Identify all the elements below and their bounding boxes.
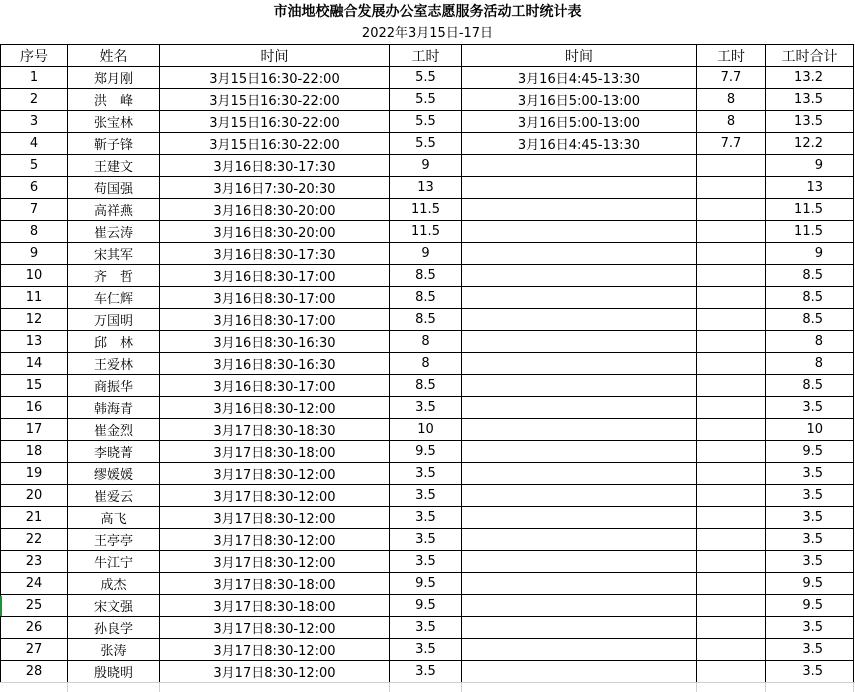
cell-total-hours[interactable]: 8.5 — [766, 375, 854, 397]
header-name[interactable]: 姓名 — [68, 45, 160, 67]
cell-hours-2[interactable] — [697, 397, 766, 419]
cell-index[interactable]: 4 — [1, 133, 68, 155]
cell-hours-2[interactable] — [697, 265, 766, 287]
cell-name[interactable]: 牛江宁 — [68, 551, 160, 573]
cell-index[interactable]: 8 — [1, 221, 68, 243]
cell-hours-1[interactable]: 9 — [390, 243, 462, 265]
cell-name[interactable]: 张涛 — [68, 639, 160, 661]
table-row — [1, 463, 854, 485]
cell-index[interactable]: 9 — [1, 243, 68, 265]
cell-hours-1[interactable]: 3.5 — [390, 551, 462, 573]
cell-hours-1[interactable]: 3.5 — [390, 639, 462, 661]
table-row — [1, 375, 854, 397]
cell-name[interactable]: 高祥燕 — [68, 199, 160, 221]
cell-time-1[interactable]: 3月16日8:30-17:00 — [160, 375, 390, 397]
cell-hours-1[interactable]: 8.5 — [390, 287, 462, 309]
cell-hours-2[interactable] — [697, 177, 766, 199]
cell-time-1[interactable]: 3月15日16:30-22:00 — [160, 133, 390, 155]
cell-name[interactable]: 王爱林 — [68, 353, 160, 375]
cell-hours-1[interactable]: 5.5 — [390, 133, 462, 155]
cell-index[interactable]: 26 — [1, 617, 68, 639]
table-row — [1, 661, 854, 683]
cell-time-1[interactable]: 3月17日8:30-12:00 — [160, 617, 390, 639]
cell-time-1[interactable]: 3月17日8:30-12:00 — [160, 507, 390, 529]
cell-time-2[interactable] — [462, 419, 697, 441]
cell-hours-2[interactable] — [697, 617, 766, 639]
cell-hours-1[interactable]: 3.5 — [390, 485, 462, 507]
cell-total-hours[interactable]: 3.5 — [766, 551, 854, 573]
cell-index[interactable]: 18 — [1, 441, 68, 463]
cell-time-2[interactable] — [462, 507, 697, 529]
cell-name[interactable]: 靳子锋 — [68, 133, 160, 155]
cell-total-hours[interactable]: 13.5 — [766, 111, 854, 133]
cell-hours-1[interactable]: 5.5 — [390, 67, 462, 89]
cell-name[interactable]: 万国明 — [68, 309, 160, 331]
cell-name[interactable]: 商振华 — [68, 375, 160, 397]
cell-hours-1[interactable]: 3.5 — [390, 617, 462, 639]
cell-time-2[interactable] — [462, 639, 697, 661]
cell-hours-1[interactable]: 11.5 — [390, 199, 462, 221]
sheet-subtitle: 2022年3月15日-17日 — [361, 26, 494, 41]
cell-time-2[interactable] — [462, 397, 697, 419]
cell-index[interactable]: 20 — [1, 485, 68, 507]
cell-index[interactable]: 23 — [1, 551, 68, 573]
cell-name[interactable]: 高飞 — [68, 507, 160, 529]
cell-time-1[interactable]: 3月17日8:30-12:00 — [160, 639, 390, 661]
cell-time-2[interactable]: 3月16日5:00-13:00 — [462, 111, 697, 133]
cell-total-hours[interactable]: 11.5 — [766, 199, 854, 221]
cell-hours-2[interactable] — [697, 551, 766, 573]
cell-hours-1[interactable]: 5.5 — [390, 111, 462, 133]
cell-time-1[interactable]: 3月15日16:30-22:00 — [160, 89, 390, 111]
cell-name[interactable]: 齐 哲 — [68, 265, 160, 287]
cell-time-1[interactable]: 3月17日8:30-12:00 — [160, 551, 390, 573]
cell-name[interactable]: 郑月刚 — [68, 67, 160, 89]
cell-hours-2[interactable] — [697, 595, 766, 617]
cell-hours-1[interactable]: 8 — [390, 353, 462, 375]
cell-index[interactable]: 1 — [1, 67, 68, 89]
cell-time-2[interactable] — [462, 221, 697, 243]
cell-hours-2[interactable]: 8 — [697, 89, 766, 111]
table-row — [1, 89, 854, 111]
table-row — [1, 111, 854, 133]
cell-total-hours[interactable]: 8 — [766, 331, 854, 353]
cell-time-2[interactable] — [462, 529, 697, 551]
cell-name[interactable]: 殷晓明 — [68, 661, 160, 683]
cell-total-hours[interactable]: 3.5 — [766, 397, 854, 419]
cell-hours-2[interactable] — [697, 573, 766, 595]
cell-name[interactable]: 王建文 — [68, 155, 160, 177]
table-row — [1, 133, 854, 155]
cell-total-hours[interactable]: 3.5 — [766, 507, 854, 529]
cell-hours-2[interactable] — [697, 331, 766, 353]
cell-total-hours[interactable]: 8 — [766, 353, 854, 375]
cell-time-1[interactable]: 3月16日8:30-20:00 — [160, 221, 390, 243]
cell-time-1[interactable]: 3月16日8:30-12:00 — [160, 397, 390, 419]
cell-hours-1[interactable]: 8.5 — [390, 309, 462, 331]
cell-time-1[interactable]: 3月16日8:30-17:00 — [160, 287, 390, 309]
cell-time-1[interactable]: 3月16日8:30-16:30 — [160, 353, 390, 375]
table-row — [1, 419, 854, 441]
cell-index[interactable]: 22 — [1, 529, 68, 551]
table-row — [1, 441, 854, 463]
cell-hours-2[interactable] — [697, 507, 766, 529]
cell-hours-2[interactable] — [697, 221, 766, 243]
cell-time-1[interactable]: 3月16日8:30-17:30 — [160, 243, 390, 265]
cell-hours-1[interactable]: 3.5 — [390, 507, 462, 529]
table-row — [1, 67, 854, 89]
table-row — [1, 595, 854, 617]
cell-total-hours[interactable]: 13.2 — [766, 67, 854, 89]
cell-hours-1[interactable]: 3.5 — [390, 529, 462, 551]
cell-time-1[interactable]: 3月17日8:30-12:00 — [160, 485, 390, 507]
cell-time-1[interactable]: 3月17日8:30-12:00 — [160, 463, 390, 485]
cell-name[interactable]: 车仁辉 — [68, 287, 160, 309]
cell-index[interactable]: 21 — [1, 507, 68, 529]
cell-time-1[interactable]: 3月16日8:30-17:00 — [160, 265, 390, 287]
cell-time-1[interactable]: 3月17日8:30-12:00 — [160, 661, 390, 683]
cell-hours-1[interactable]: 9.5 — [390, 441, 462, 463]
cell-index[interactable]: 2 — [1, 89, 68, 111]
cell-hours-2[interactable] — [697, 419, 766, 441]
cell-hours-1[interactable]: 9 — [390, 155, 462, 177]
cell-total-hours[interactable]: 3.5 — [766, 617, 854, 639]
cell-total-hours[interactable]: 13.5 — [766, 89, 854, 111]
header-time-2[interactable]: 时间 — [462, 45, 697, 67]
cell-index[interactable]: 28 — [1, 661, 68, 683]
cell-total-hours[interactable]: 9 — [766, 243, 854, 265]
cell-total-hours[interactable]: 13 — [766, 177, 854, 199]
cell-hours-2[interactable] — [697, 353, 766, 375]
cell-time-2[interactable] — [462, 551, 697, 573]
table-row — [1, 243, 854, 265]
cell-time-2[interactable] — [462, 177, 697, 199]
cell-hours-1[interactable]: 3.5 — [390, 397, 462, 419]
table-row — [1, 639, 854, 661]
cell-hours-1[interactable]: 11.5 — [390, 221, 462, 243]
header-row — [1, 45, 854, 67]
cell-hours-2[interactable]: 7.7 — [697, 67, 766, 89]
cell-index[interactable]: 12 — [1, 309, 68, 331]
cell-index[interactable]: 11 — [1, 287, 68, 309]
cell-hours-2[interactable] — [697, 485, 766, 507]
cell-index[interactable]: 25 — [1, 595, 68, 617]
cell-time-2[interactable] — [462, 331, 697, 353]
cell-time-1[interactable]: 3月17日8:30-18:30 — [160, 419, 390, 441]
cell-index[interactable]: 16 — [1, 397, 68, 419]
cell-name[interactable]: 孙良学 — [68, 617, 160, 639]
cell-name[interactable]: 缪媛媛 — [68, 463, 160, 485]
cell-name[interactable]: 苟国强 — [68, 177, 160, 199]
cell-time-2[interactable] — [462, 617, 697, 639]
cell-hours-2[interactable] — [697, 639, 766, 661]
cell-time-2[interactable] — [462, 265, 697, 287]
table-body — [1, 67, 854, 683]
cell-hours-2[interactable] — [697, 463, 766, 485]
cell-name[interactable]: 成杰 — [68, 573, 160, 595]
cell-total-hours[interactable]: 8.5 — [766, 309, 854, 331]
cell-total-hours[interactable]: 8.5 — [766, 287, 854, 309]
cell-total-hours[interactable]: 3.5 — [766, 639, 854, 661]
cell-hours-1[interactable]: 13 — [390, 177, 462, 199]
cell-hours-2[interactable] — [697, 375, 766, 397]
table-row — [1, 485, 854, 507]
header-hours-2[interactable]: 工时 — [697, 45, 766, 67]
cell-time-1[interactable]: 3月16日7:30-20:30 — [160, 177, 390, 199]
cell-index[interactable]: 10 — [1, 265, 68, 287]
cell-hours-1[interactable]: 8 — [390, 331, 462, 353]
cell-time-2[interactable] — [462, 573, 697, 595]
cell-name[interactable]: 宋其军 — [68, 243, 160, 265]
cell-time-1[interactable]: 3月16日8:30-17:30 — [160, 155, 390, 177]
cell-index[interactable]: 6 — [1, 177, 68, 199]
table-row — [1, 551, 854, 573]
cell-total-hours[interactable]: 12.2 — [766, 133, 854, 155]
cell-time-2[interactable]: 3月16日4:45-13:30 — [462, 133, 697, 155]
cell-index[interactable]: 24 — [1, 573, 68, 595]
cell-total-hours[interactable]: 9.5 — [766, 573, 854, 595]
cell-time-2[interactable]: 3月16日4:45-13:30 — [462, 67, 697, 89]
cell-hours-2[interactable] — [697, 441, 766, 463]
cell-name[interactable]: 洪 峰 — [68, 89, 160, 111]
cell-time-2[interactable] — [462, 375, 697, 397]
cell-hours-2[interactable] — [697, 309, 766, 331]
cell-name[interactable]: 王亭亭 — [68, 529, 160, 551]
cell-total-hours[interactable]: 10 — [766, 419, 854, 441]
cell-time-2[interactable] — [462, 441, 697, 463]
cell-name[interactable]: 张宝林 — [68, 111, 160, 133]
cell-index[interactable]: 27 — [1, 639, 68, 661]
cell-total-hours[interactable]: 9 — [766, 155, 854, 177]
cell-time-2[interactable] — [462, 485, 697, 507]
cell-name[interactable]: 崔云涛 — [68, 221, 160, 243]
table-row — [1, 309, 854, 331]
cell-hours-1[interactable]: 9.5 — [390, 595, 462, 617]
cell-total-hours[interactable]: 3.5 — [766, 529, 854, 551]
table-row — [1, 617, 854, 639]
table-row — [1, 397, 854, 419]
row-selection-marker — [0, 596, 2, 616]
cell-hours-2[interactable] — [697, 199, 766, 221]
cell-total-hours[interactable]: 8.5 — [766, 265, 854, 287]
cell-hours-2[interactable]: 8 — [697, 111, 766, 133]
cell-hours-1[interactable]: 3.5 — [390, 463, 462, 485]
cell-index[interactable]: 3 — [1, 111, 68, 133]
header-index[interactable]: 序号 — [1, 45, 68, 67]
cell-time-1[interactable]: 3月15日16:30-22:00 — [160, 111, 390, 133]
cell-time-1[interactable]: 3月15日16:30-22:00 — [160, 67, 390, 89]
cell-total-hours[interactable]: 9.5 — [766, 595, 854, 617]
cell-index[interactable]: 17 — [1, 419, 68, 441]
cell-time-2[interactable] — [462, 463, 697, 485]
cell-total-hours[interactable]: 3.5 — [766, 463, 854, 485]
cell-time-1[interactable]: 3月17日8:30-18:00 — [160, 595, 390, 617]
cell-index[interactable]: 19 — [1, 463, 68, 485]
cell-time-2[interactable] — [462, 155, 697, 177]
cell-time-1[interactable]: 3月16日8:30-20:00 — [160, 199, 390, 221]
cell-hours-2[interactable] — [697, 661, 766, 683]
table-row — [1, 221, 854, 243]
cell-time-2[interactable] — [462, 287, 697, 309]
cell-time-2[interactable] — [462, 199, 697, 221]
cell-time-2[interactable] — [462, 309, 697, 331]
cell-time-1[interactable]: 3月17日8:30-18:00 — [160, 441, 390, 463]
cell-index[interactable]: 14 — [1, 353, 68, 375]
cell-time-2[interactable]: 3月16日5:00-13:00 — [462, 89, 697, 111]
cell-total-hours[interactable]: 9.5 — [766, 441, 854, 463]
cell-time-1[interactable]: 3月16日8:30-16:30 — [160, 331, 390, 353]
table-row — [1, 199, 854, 221]
header-total-hours[interactable]: 工时合计 — [766, 45, 854, 67]
table-row — [1, 507, 854, 529]
cell-hours-2[interactable] — [697, 287, 766, 309]
cell-name[interactable]: 崔爱云 — [68, 485, 160, 507]
cell-name[interactable]: 宋文强 — [68, 595, 160, 617]
cell-time-2[interactable] — [462, 595, 697, 617]
cell-total-hours[interactable]: 11.5 — [766, 221, 854, 243]
cell-time-2[interactable] — [462, 661, 697, 683]
header-time-1[interactable]: 时间 — [160, 45, 390, 67]
table-row — [1, 265, 854, 287]
table-row — [1, 529, 854, 551]
table-row — [1, 155, 854, 177]
table-row — [1, 353, 854, 375]
sheet-title: 市油地校融合发展办公室志愿服务活动工时统计表 — [273, 4, 582, 20]
cell-time-2[interactable] — [462, 243, 697, 265]
cell-hours-1[interactable]: 5.5 — [390, 89, 462, 111]
cell-time-1[interactable]: 3月16日8:30-17:00 — [160, 309, 390, 331]
cell-name[interactable]: 崔金烈 — [68, 419, 160, 441]
cell-name[interactable]: 韩海青 — [68, 397, 160, 419]
cell-total-hours[interactable]: 3.5 — [766, 661, 854, 683]
cell-hours-1[interactable]: 9.5 — [390, 573, 462, 595]
table-row — [1, 331, 854, 353]
cell-hours-1[interactable]: 10 — [390, 419, 462, 441]
table-row — [1, 573, 854, 595]
cell-hours-2[interactable] — [697, 529, 766, 551]
cell-index[interactable]: 13 — [1, 331, 68, 353]
cell-name[interactable]: 李晓菁 — [68, 441, 160, 463]
cell-total-hours[interactable]: 3.5 — [766, 485, 854, 507]
cell-hours-1[interactable]: 8.5 — [390, 265, 462, 287]
header-hours-1[interactable]: 工时 — [390, 45, 462, 67]
cell-hours-2[interactable]: 7.7 — [697, 133, 766, 155]
cell-time-1[interactable]: 3月17日8:30-12:00 — [160, 529, 390, 551]
cell-index[interactable]: 15 — [1, 375, 68, 397]
cell-hours-1[interactable]: 8.5 — [390, 375, 462, 397]
cell-index[interactable]: 7 — [1, 199, 68, 221]
cell-hours-2[interactable] — [697, 243, 766, 265]
cell-time-2[interactable] — [462, 353, 697, 375]
cell-time-1[interactable]: 3月17日8:30-18:00 — [160, 573, 390, 595]
cell-hours-1[interactable]: 3.5 — [390, 661, 462, 683]
cell-index[interactable]: 5 — [1, 155, 68, 177]
cell-hours-2[interactable] — [697, 155, 766, 177]
cell-name[interactable]: 邱 林 — [68, 331, 160, 353]
hours-table — [0, 44, 854, 683]
table-row — [1, 177, 854, 199]
table-row — [1, 287, 854, 309]
